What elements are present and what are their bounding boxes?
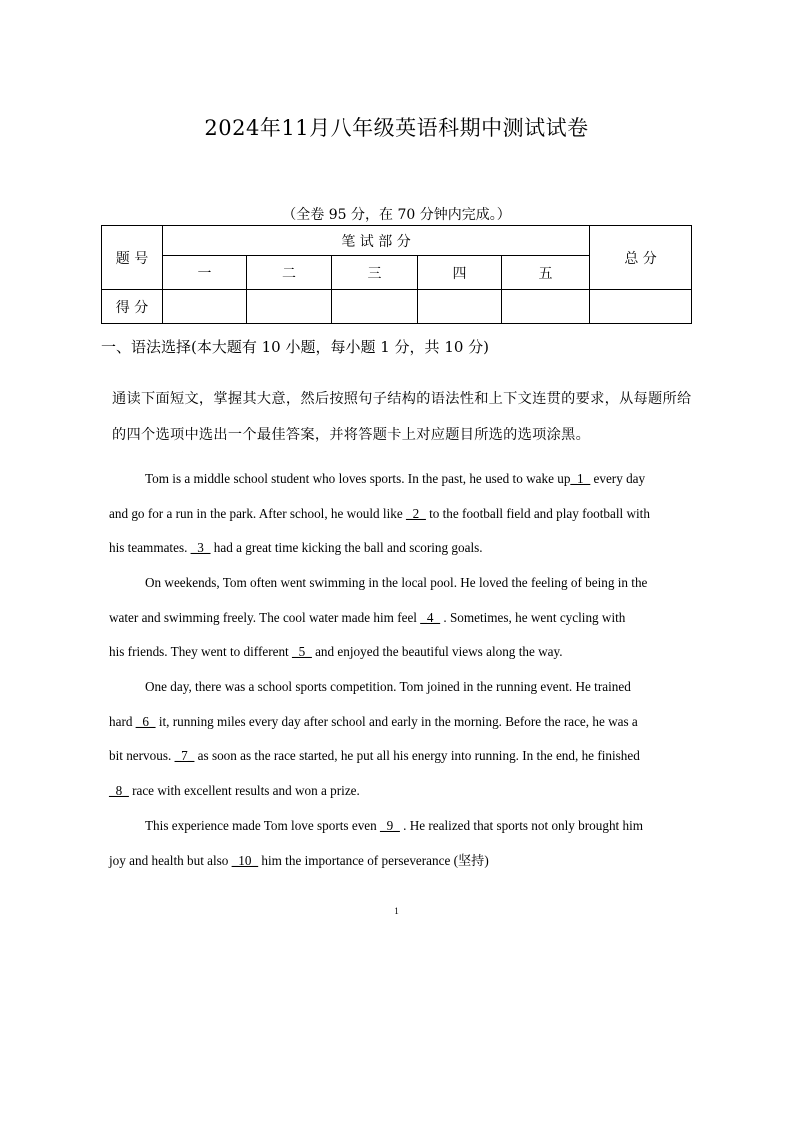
passage-line-7: One day, there was a school sports competition. Tom joined in the running event. He trained bbox=[145, 679, 631, 694]
score-table bbox=[101, 225, 692, 324]
passage-line-8 bbox=[109, 714, 638, 730]
passage-text: and go for a run in the park. After school, he would like bbox=[109, 506, 407, 521]
cell-part-4: 四 bbox=[418, 256, 502, 290]
passage-text: it, running miles every day after school and early in the morning. Before the race, he was a bbox=[155, 714, 638, 729]
exam-subtitle: （全卷 95 分，在 70 分钟内完成。） bbox=[282, 207, 511, 223]
passage-text: hard bbox=[109, 714, 136, 729]
passage-line-2 bbox=[109, 506, 650, 522]
cell-score-label: 得 分 bbox=[102, 290, 163, 324]
cell-total-label: 总 分 bbox=[590, 226, 692, 290]
cell-score-part-3 bbox=[332, 290, 418, 324]
passage-text: every day bbox=[590, 471, 646, 486]
passage-line-3 bbox=[109, 540, 483, 556]
blank-8: _8_ bbox=[109, 783, 129, 798]
section-heading: 一、语法选择(本大题有 10 小题，每小题 1 分，共 10 分) bbox=[101, 338, 490, 356]
cell-score-part-1 bbox=[163, 290, 247, 324]
page-number: 1 bbox=[394, 906, 399, 916]
passage-line-12 bbox=[109, 850, 489, 869]
passage-text: This experience made Tom love sports even bbox=[145, 818, 381, 833]
blank-2: _2_ bbox=[406, 506, 426, 521]
passage-line-10 bbox=[109, 783, 360, 799]
cell-part-1: 一 bbox=[163, 256, 247, 290]
cell-written-section-label: 笔 试 部 分 bbox=[163, 226, 590, 256]
passage-line-6 bbox=[109, 644, 563, 660]
cell-score-part-4 bbox=[418, 290, 502, 324]
passage-text: his teammates. bbox=[109, 540, 191, 555]
cell-part-2: 二 bbox=[247, 256, 332, 290]
passage-text: to the football field and play football with bbox=[425, 506, 650, 521]
passage-text: as soon as the race started, he put all his energy into running. In the end, he finished bbox=[194, 748, 640, 763]
passage-line-5 bbox=[109, 610, 625, 626]
passage-line-1 bbox=[145, 471, 645, 487]
instruction-line-1: 通读下面短文，掌握其大意，然后按照句子结构的语法性和上下文连贯的要求，从每题所给 bbox=[112, 391, 692, 407]
cell-question-number-label: 题 号 bbox=[102, 226, 163, 290]
cell-score-part-2 bbox=[247, 290, 332, 324]
passage-text: and enjoyed the beautiful views along the way. bbox=[311, 644, 563, 659]
blank-5: _5_ bbox=[292, 644, 312, 659]
blank-9: _9_ bbox=[380, 818, 400, 833]
passage-text: bit nervous. bbox=[109, 748, 175, 763]
passage-text: race with excellent results and won a prize. bbox=[128, 783, 360, 798]
passage-text: joy and health but also bbox=[109, 853, 232, 868]
cell-part-5: 五 bbox=[502, 256, 590, 290]
cell-score-part-5 bbox=[502, 290, 590, 324]
instruction-line-2: 的四个选项中选出一个最佳答案，并将答题卡上对应题目所选的选项涂黑。 bbox=[112, 427, 591, 443]
cell-part-3: 三 bbox=[332, 256, 418, 290]
blank-7: _7_ bbox=[174, 748, 195, 763]
passage-text: him the importance of perseverance (坚持) bbox=[258, 853, 489, 868]
passage-line-11 bbox=[145, 818, 643, 834]
passage-text: Tom is a middle school student who loves sports. In the past, he used to wake up bbox=[145, 471, 571, 486]
passage-line-4: On weekends, Tom often went swimming in the local pool. He loved the feeling of being in the bbox=[145, 575, 648, 590]
passage-text: . He realized that sports not only brought him bbox=[399, 818, 644, 833]
blank-10: _10_ bbox=[231, 853, 259, 868]
blank-4: _4_ bbox=[420, 610, 441, 625]
passage-text: . Sometimes, he went cycling with bbox=[440, 610, 626, 625]
passage-text: had a great time kicking the ball and scoring goals. bbox=[210, 540, 483, 555]
passage-text: water and swimming freely. The cool water made him feel bbox=[109, 610, 421, 625]
cell-score-total bbox=[590, 290, 692, 324]
blank-6: _6_ bbox=[135, 714, 156, 729]
blank-1: _1_ bbox=[570, 471, 591, 486]
exam-title: 2024年11月八年级英语科期中测试试卷 bbox=[204, 116, 589, 140]
passage-text: his friends. They went to different bbox=[109, 644, 292, 659]
blank-3: _3_ bbox=[190, 540, 211, 555]
passage-line-9 bbox=[109, 748, 640, 764]
